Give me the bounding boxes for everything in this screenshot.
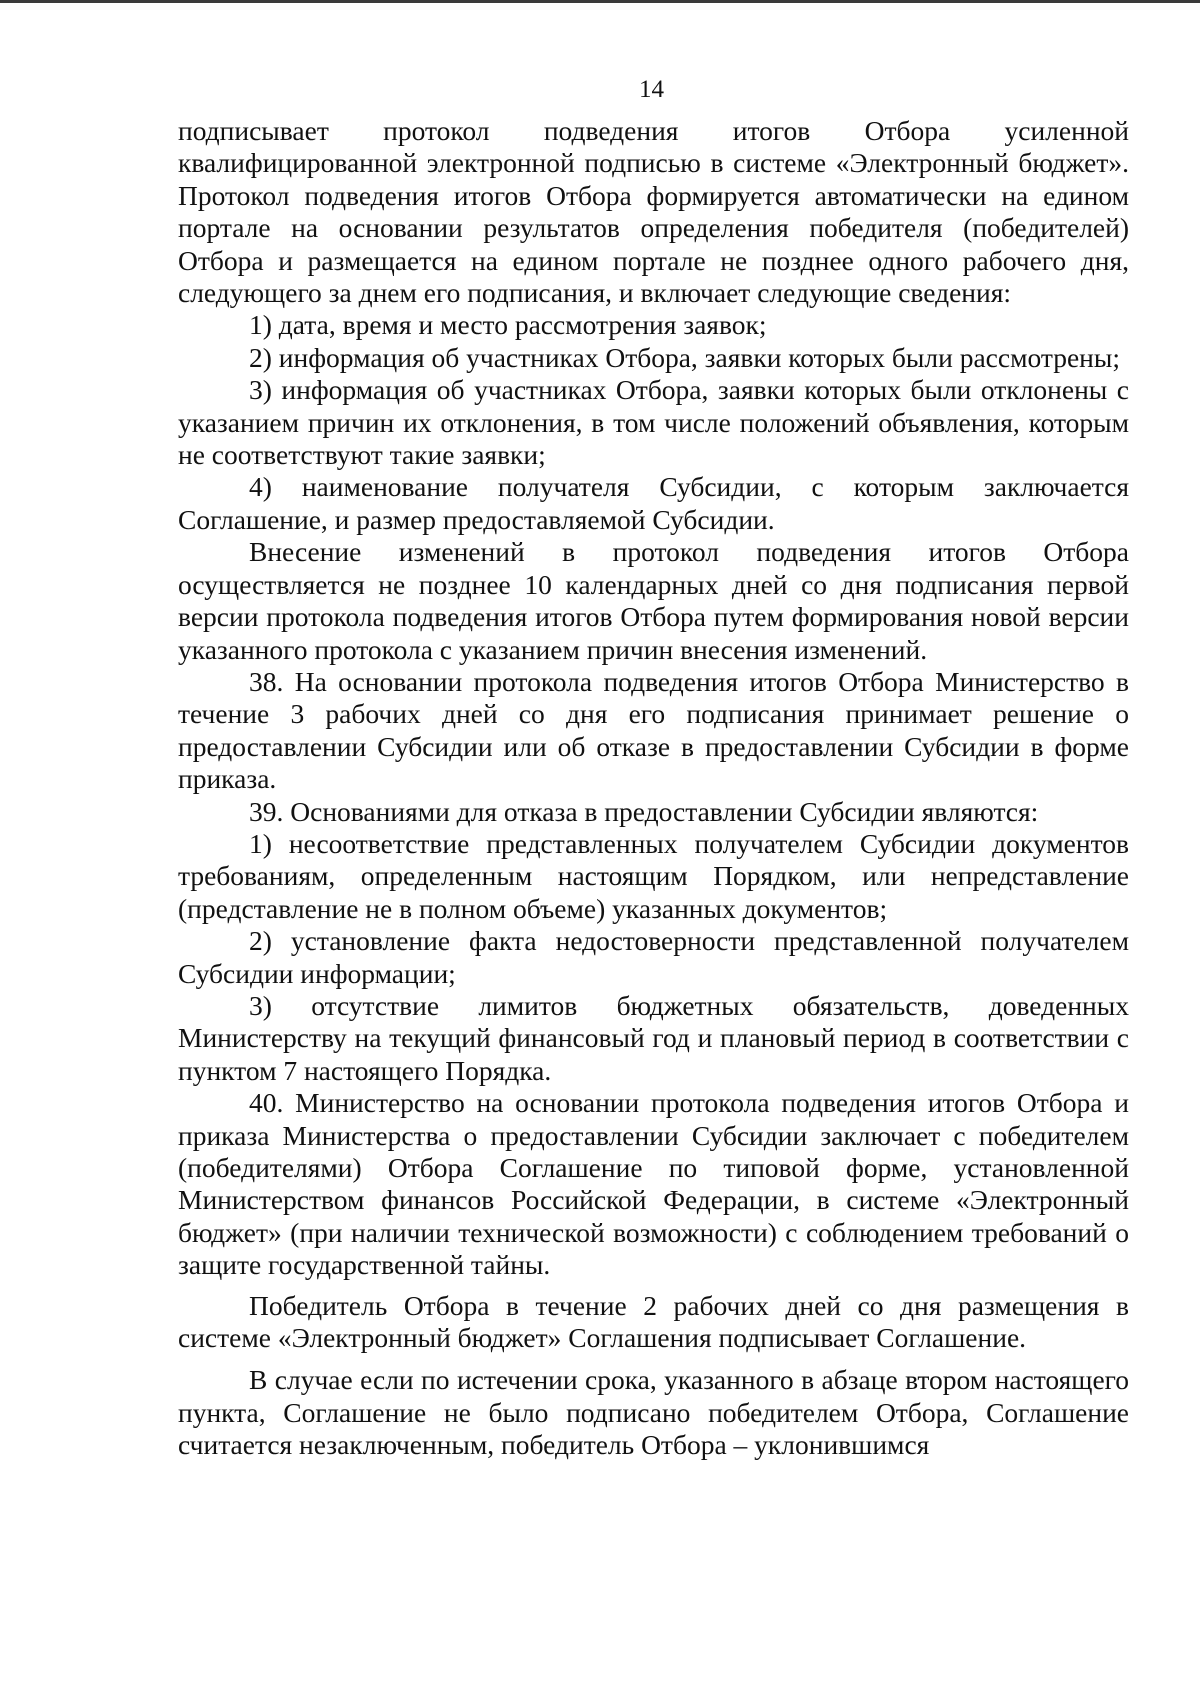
scan-edge xyxy=(0,0,1200,3)
list-item: 3) информация об участниках Отбора, заявки которых были отклонены с указанием причин их отклонения, в том числе положений объявления, которым не соответствуют такие заявки; xyxy=(178,374,1129,471)
page-number: 14 xyxy=(639,76,664,103)
paragraph-clause-38: 38. На основании протокола подведения итогов Отбора Министерство в течение 3 рабочих дней со дня его подписания принимает решение о предоставлении Субсидии или об отказе в предоставлении Субсидии в форме приказа. xyxy=(178,665,1129,795)
paragraph-continuation: подписывает протокол подведения итогов Отбора усиленной квалифицированной электронной подписью в системе «Электронный бюджет». Протокол подведения итогов Отбора формируется автоматически на едином портале на основании результатов определения победителя (победителей) Отбора и размещается на едином портале не позднее одного рабочего дня, следующего за днем его подписания, и включает следующие сведения: xyxy=(178,115,1129,309)
list-item: 1) несоответствие представленных получателем Субсидии документов требованиям, определенным настоящим Порядком, или непредставление (представление не в полном объеме) указанных документов; xyxy=(178,827,1129,924)
paragraph: В случае если по истечении срока, указанного в абзаце втором настоящего пункта, Соглашение не было подписано победителем Отбора, Соглашение считается незаключенным, победитель Отбора – уклонившимся xyxy=(178,1364,1129,1461)
list-item: 1) дата, время и место рассмотрения заявок; xyxy=(249,309,767,341)
paragraph: Победитель Отбора в течение 2 рабочих дней со дня размещения в системе «Электронный бюджет» Соглашения подписывает Соглашение. xyxy=(178,1289,1129,1354)
list-item: 2) установление факта недостоверности представленной получателем Субсидии информации; xyxy=(178,925,1129,989)
list-item: 4) наименование получателя Субсидии, с которым заключается Соглашение, и размер предоставляемой Субсидии. xyxy=(178,471,1129,535)
list-item: 2) информация об участниках Отбора, заявки которых были рассмотрены; xyxy=(249,341,1121,373)
document-body xyxy=(178,115,1129,1462)
paragraph: Внесение изменений в протокол подведения итогов Отбора осуществляется не позднее 10 календарных дней со дня подписания первой версии протокола подведения итогов Отбора путем формирования новой версии указанного протокола с указанием причин внесения изменений. xyxy=(178,536,1129,665)
paragraph-clause-40: 40. Министерство на основании протокола подведения итогов Отбора и приказа Министерства о предоставлении Субсидии заключает с победителем (победителями) Отбора Соглашение по типовой форме, установленной Министерством финансов Российской Федерации, в системе «Электронный бюджет» (при наличии технической возможности) с соблюдением требований о защите государственной тайны. xyxy=(178,1087,1129,1281)
paragraph-clause-39: 39. Основаниями для отказа в предоставлении Субсидии являются: xyxy=(249,795,1039,827)
list-item: 3) отсутствие лимитов бюджетных обязательств, доведенных Министерству на текущий финансовый год и плановый период в соответствии с пунктом 7 настоящего Порядка. xyxy=(178,989,1129,1086)
